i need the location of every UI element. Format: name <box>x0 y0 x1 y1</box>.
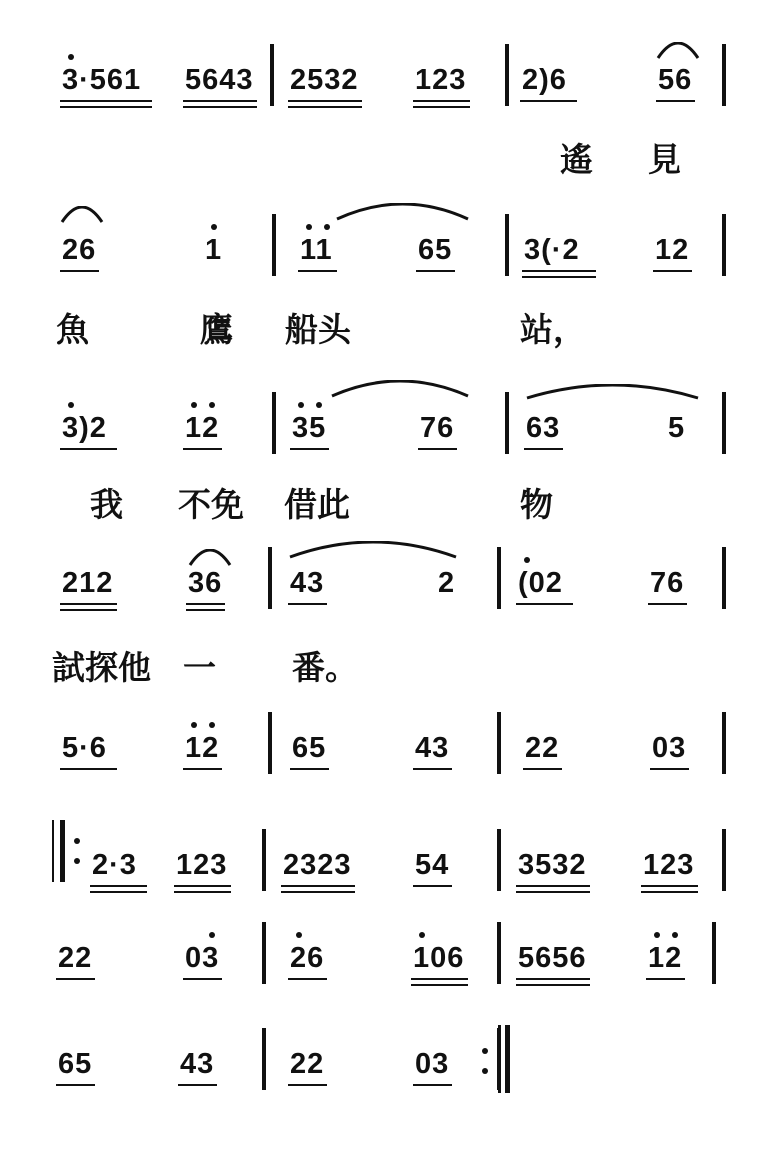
underline <box>413 1084 452 1086</box>
underline <box>288 603 327 605</box>
barline <box>497 547 501 609</box>
underline <box>60 100 152 102</box>
octave-dot <box>524 557 530 563</box>
lyric-text: 一 <box>183 648 216 687</box>
octave-dot <box>306 224 312 230</box>
lyric-text: 遙 <box>560 140 593 179</box>
underline <box>653 270 692 272</box>
underline <box>290 768 329 770</box>
note-group: 2323 <box>283 849 352 881</box>
octave-dot <box>209 932 215 938</box>
underline <box>60 603 117 605</box>
lyric-text: 船头 <box>285 310 351 349</box>
repeat-dot <box>482 1068 488 1074</box>
underline <box>516 885 590 887</box>
octave-dot <box>672 932 678 938</box>
underline <box>290 448 329 450</box>
underline-double <box>413 106 470 108</box>
underline <box>416 270 455 272</box>
slur-arc <box>525 384 700 400</box>
barline <box>722 392 726 454</box>
underline <box>520 100 577 102</box>
slur-arc <box>330 380 470 398</box>
underline <box>60 768 117 770</box>
underline-double <box>522 276 596 278</box>
lyric-text: 我 <box>90 485 123 524</box>
note-group: 22 <box>290 1048 325 1080</box>
underline-double <box>288 106 362 108</box>
note-group: 76 <box>650 567 685 599</box>
underline <box>641 885 698 887</box>
barline <box>722 829 726 891</box>
lyric-text: 見 <box>648 140 681 179</box>
lyric-text: 鷹 <box>200 310 233 349</box>
octave-dot <box>191 722 197 728</box>
lyric-text: 借此 <box>284 485 350 524</box>
underline-double <box>183 106 257 108</box>
note-group: 5·6 <box>62 732 107 764</box>
repeat-dot <box>482 1048 488 1054</box>
underline <box>413 100 470 102</box>
note-group: 123 <box>643 849 695 881</box>
underline-double <box>186 609 225 611</box>
note-group: 43 <box>180 1048 215 1080</box>
underline <box>288 1084 327 1086</box>
slur-arc <box>335 203 470 221</box>
barline <box>272 392 276 454</box>
barline <box>722 547 726 609</box>
octave-dot <box>419 932 425 938</box>
note-group: 11 <box>300 234 333 266</box>
underline <box>413 885 452 887</box>
lyric-text: 站， <box>520 310 586 349</box>
underline <box>186 603 225 605</box>
repeat-dot <box>74 838 80 844</box>
underline <box>56 978 95 980</box>
lyric-text: 不免 <box>178 485 244 524</box>
underline <box>413 768 452 770</box>
octave-dot <box>209 402 215 408</box>
underline <box>178 1084 217 1086</box>
underline <box>650 768 689 770</box>
barline <box>712 922 716 984</box>
underline <box>183 768 222 770</box>
underline <box>418 448 457 450</box>
underline-double <box>641 891 698 893</box>
note-group: 36 <box>188 567 223 599</box>
note-group: 56 <box>658 64 693 96</box>
underline <box>174 885 231 887</box>
note-group: 54 <box>415 849 450 881</box>
note-group: 3532 <box>518 849 587 881</box>
note-group: 2)6 <box>522 64 567 96</box>
note-group: 2532 <box>290 64 359 96</box>
note-group: 123 <box>415 64 467 96</box>
barline <box>272 214 276 276</box>
underline-double <box>174 891 231 893</box>
lyric-text: 物 <box>520 485 553 524</box>
underline <box>298 270 337 272</box>
barline <box>505 214 509 276</box>
octave-dot <box>298 402 304 408</box>
note-group: 22 <box>58 942 93 974</box>
underline <box>60 448 117 450</box>
note-group: 3(·2 <box>524 234 580 266</box>
underline-double <box>90 891 147 893</box>
note-group: 03 <box>652 732 687 764</box>
note-group: 63 <box>526 412 561 444</box>
note-group: 2 <box>438 567 456 599</box>
repeat-barline <box>505 1025 510 1093</box>
barline <box>270 44 274 106</box>
repeat-barline <box>60 820 65 882</box>
underline <box>656 100 695 102</box>
note-group: 76 <box>420 412 455 444</box>
barline <box>722 712 726 774</box>
note-group: 1 <box>205 234 223 266</box>
octave-dot <box>209 722 215 728</box>
note-group: 2·3 <box>92 849 137 881</box>
underline-double <box>411 984 468 986</box>
note-group: 12 <box>185 412 220 444</box>
barline <box>505 392 509 454</box>
underline <box>516 978 590 980</box>
underline <box>183 448 222 450</box>
note-group: 12 <box>648 942 683 974</box>
octave-dot <box>68 54 74 60</box>
note-group: 3)2 <box>62 412 107 444</box>
barline <box>262 829 266 891</box>
slur-arc <box>656 42 700 60</box>
underline <box>648 603 687 605</box>
barline <box>722 44 726 106</box>
underline <box>524 448 563 450</box>
lyric-text: 番。 <box>292 648 358 687</box>
underline <box>516 603 573 605</box>
lyric-text: 試探他 <box>52 648 151 687</box>
note-group: 26 <box>290 942 325 974</box>
underline <box>56 1084 95 1086</box>
barline <box>262 922 266 984</box>
underline-double <box>516 891 590 893</box>
barline <box>722 214 726 276</box>
octave-dot <box>211 224 217 230</box>
underline <box>411 978 468 980</box>
note-group: 12 <box>185 732 220 764</box>
underline <box>523 768 562 770</box>
lyric-text: 魚 <box>56 310 89 349</box>
note-group: 123 <box>176 849 228 881</box>
repeat-barline <box>498 1025 501 1093</box>
note-group: 65 <box>58 1048 93 1080</box>
slur-arc <box>188 549 232 567</box>
octave-dot <box>68 402 74 408</box>
underline <box>183 100 257 102</box>
underline <box>281 885 355 887</box>
underline-double <box>60 609 117 611</box>
note-group: 22 <box>525 732 560 764</box>
octave-dot <box>191 402 197 408</box>
repeat-barline <box>52 820 54 882</box>
note-group: 35 <box>292 412 327 444</box>
octave-dot <box>316 402 322 408</box>
note-group: (02 <box>518 567 563 599</box>
note-group: 212 <box>62 567 114 599</box>
note-group: 26 <box>62 234 97 266</box>
underline <box>183 978 222 980</box>
octave-dot <box>654 932 660 938</box>
underline-double <box>516 984 590 986</box>
note-group: 12 <box>655 234 690 266</box>
octave-dot <box>296 932 302 938</box>
note-group: 3·561 <box>62 64 142 96</box>
barline <box>268 547 272 609</box>
barline <box>497 922 501 984</box>
note-group: 03 <box>415 1048 450 1080</box>
underline-double <box>60 106 152 108</box>
barline <box>262 1028 266 1090</box>
underline <box>646 978 685 980</box>
slur-arc <box>60 206 104 224</box>
underline <box>288 100 362 102</box>
barline <box>497 829 501 891</box>
slur-arc <box>288 541 458 559</box>
note-group: 65 <box>292 732 327 764</box>
note-group: 43 <box>290 567 325 599</box>
repeat-dot <box>74 858 80 864</box>
underline-double <box>281 891 355 893</box>
underline <box>90 885 147 887</box>
note-group: 65 <box>418 234 453 266</box>
barline <box>505 44 509 106</box>
note-group: 5 <box>668 412 686 444</box>
note-group: 43 <box>415 732 450 764</box>
barline <box>268 712 272 774</box>
underline <box>60 270 99 272</box>
note-group: 106 <box>413 942 465 974</box>
note-group: 5656 <box>518 942 587 974</box>
note-group: 03 <box>185 942 220 974</box>
underline <box>288 978 327 980</box>
octave-dot <box>324 224 330 230</box>
barline <box>497 712 501 774</box>
note-group: 5643 <box>185 64 254 96</box>
underline <box>522 270 596 272</box>
